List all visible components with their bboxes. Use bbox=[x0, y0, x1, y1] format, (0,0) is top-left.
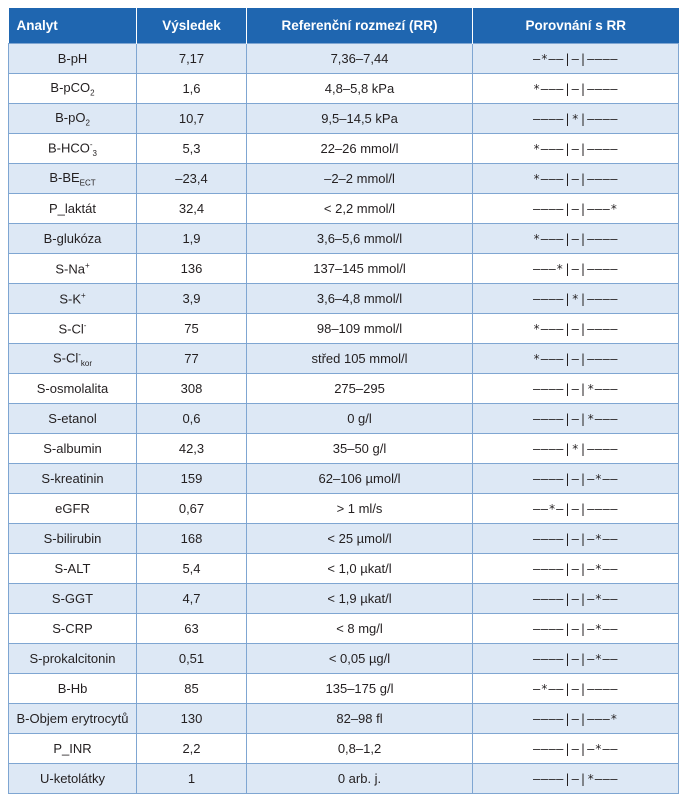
table-row bbox=[9, 644, 679, 674]
cell-compare: ––––|–|–*–– bbox=[473, 584, 679, 614]
analyte-name: B-pH bbox=[57, 51, 88, 66]
cell-analyte bbox=[9, 614, 137, 644]
cell-compare: ––––|*|–––– bbox=[473, 284, 679, 314]
cell-result: 308 bbox=[137, 374, 247, 404]
cell-range: 3,6–4,8 mmol/l bbox=[247, 284, 473, 314]
table-row bbox=[9, 254, 679, 284]
cell-result: 0,67 bbox=[137, 494, 247, 524]
analyte-name: B-Objem erytrocytů bbox=[16, 711, 129, 726]
table-row bbox=[9, 104, 679, 134]
table-row bbox=[9, 614, 679, 644]
cell-result: 159 bbox=[137, 464, 247, 494]
cell-analyte bbox=[9, 734, 137, 764]
header-analyt: Analyt bbox=[9, 8, 137, 44]
analyte-superscript: - bbox=[78, 349, 81, 359]
table-row bbox=[9, 44, 679, 74]
cell-compare: –––*|–|–––– bbox=[473, 254, 679, 284]
cell-compare: *–––|–|–––– bbox=[473, 314, 679, 344]
cell-range: 135–175 g/l bbox=[247, 674, 473, 704]
cell-analyte bbox=[9, 104, 137, 134]
analyte-name: S-GGT bbox=[51, 591, 94, 606]
analyte-subscript: ECT bbox=[79, 178, 96, 188]
header-row bbox=[9, 8, 679, 44]
table-row bbox=[9, 134, 679, 164]
analyte-name: S-osmolalita bbox=[36, 381, 109, 396]
cell-compare: *–––|–|–––– bbox=[473, 134, 679, 164]
cell-result: 75 bbox=[137, 314, 247, 344]
cell-compare: ––––|–|–*–– bbox=[473, 554, 679, 584]
analyte-name: P_laktát bbox=[49, 201, 96, 216]
analyte-name: S-bilirubin bbox=[43, 531, 102, 546]
cell-result: 63 bbox=[137, 614, 247, 644]
analyte-name: S-Cl bbox=[52, 349, 79, 365]
cell-analyte bbox=[9, 134, 137, 164]
cell-result: 7,17 bbox=[137, 44, 247, 74]
cell-range: < 1,9 µkat/l bbox=[247, 584, 473, 614]
cell-compare: ––––|–|–*–– bbox=[473, 464, 679, 494]
cell-analyte bbox=[9, 194, 137, 224]
cell-compare: ––––|–|*––– bbox=[473, 764, 679, 794]
table-row bbox=[9, 554, 679, 584]
cell-compare: –*––|–|–––– bbox=[473, 674, 679, 704]
analyte-name: eGFR bbox=[55, 501, 90, 516]
cell-result: 4,7 bbox=[137, 584, 247, 614]
cell-compare: ––––|–|–*–– bbox=[473, 614, 679, 644]
table-row bbox=[9, 74, 679, 104]
analyte-superscript: + bbox=[81, 290, 86, 300]
analyte-name: S-kreatinin bbox=[41, 471, 104, 486]
cell-analyte bbox=[9, 644, 137, 674]
cell-result: 0,6 bbox=[137, 404, 247, 434]
table-row bbox=[9, 194, 679, 224]
table-row bbox=[9, 524, 679, 554]
cell-analyte bbox=[9, 74, 137, 104]
cell-result: 77 bbox=[137, 344, 247, 374]
analyte-name: S-ALT bbox=[54, 561, 91, 576]
cell-result: 5,3 bbox=[137, 134, 247, 164]
cell-compare: ––––|–|–––* bbox=[473, 704, 679, 734]
cell-range: > 1 ml/s bbox=[247, 494, 473, 524]
cell-range: 137–145 mmol/l bbox=[247, 254, 473, 284]
cell-range: 98–109 mmol/l bbox=[247, 314, 473, 344]
cell-analyte bbox=[9, 704, 137, 734]
cell-range: 35–50 g/l bbox=[247, 434, 473, 464]
analyte-name: S-CRP bbox=[52, 621, 93, 636]
cell-compare: ––––|–|–*–– bbox=[473, 524, 679, 554]
table-row bbox=[9, 584, 679, 614]
table-row bbox=[9, 674, 679, 704]
table-row bbox=[9, 344, 679, 374]
analyte-name: S-K bbox=[59, 291, 81, 307]
analyte-superscript: - bbox=[83, 320, 87, 330]
cell-result: 1,6 bbox=[137, 74, 247, 104]
lab-results-table bbox=[8, 8, 679, 794]
analyte-superscript: - bbox=[89, 139, 93, 149]
table-row bbox=[9, 764, 679, 794]
cell-result: 10,7 bbox=[137, 104, 247, 134]
cell-analyte bbox=[9, 434, 137, 464]
analyte-name: B-HCO bbox=[47, 139, 90, 155]
header-referencni-rozmezi: Referenční rozmezí (RR) bbox=[247, 8, 473, 44]
cell-range: 0,8–1,2 bbox=[247, 734, 473, 764]
analyte-name: S-prokalcitonin bbox=[29, 651, 116, 666]
cell-compare: *–––|–|–––– bbox=[473, 224, 679, 254]
cell-range: 4,8–5,8 kPa bbox=[247, 74, 473, 104]
cell-compare: ––––|*|–––– bbox=[473, 434, 679, 464]
analyte-name: S-etanol bbox=[48, 411, 97, 426]
cell-compare: *–––|–|–––– bbox=[473, 164, 679, 194]
analyte-name: B-Hb bbox=[57, 681, 88, 696]
header-vysledek: Výsledek bbox=[137, 8, 247, 44]
cell-range: –2–2 mmol/l bbox=[247, 164, 473, 194]
analyte-subscript: kor bbox=[80, 358, 93, 368]
cell-range: 3,6–5,6 mmol/l bbox=[247, 224, 473, 254]
cell-result: 42,3 bbox=[137, 434, 247, 464]
cell-range: < 0,05 µg/l bbox=[247, 644, 473, 674]
cell-analyte bbox=[9, 44, 137, 74]
cell-compare: ––*–|–|–––– bbox=[473, 494, 679, 524]
table-row bbox=[9, 434, 679, 464]
cell-analyte bbox=[9, 224, 137, 254]
cell-compare: *–––|–|–––– bbox=[473, 74, 679, 104]
cell-result: 32,4 bbox=[137, 194, 247, 224]
analyte-name: B-pCO bbox=[50, 79, 91, 95]
cell-range: 0 g/l bbox=[247, 404, 473, 434]
analyte-superscript: + bbox=[84, 260, 90, 270]
cell-range: 62–106 µmol/l bbox=[247, 464, 473, 494]
table-row bbox=[9, 284, 679, 314]
cell-compare: –*––|–|–––– bbox=[473, 44, 679, 74]
header-porovnani: Porovnání s RR bbox=[473, 8, 679, 44]
analyte-name: U-ketolátky bbox=[39, 771, 106, 786]
cell-range: < 1,0 µkat/l bbox=[247, 554, 473, 584]
table-row bbox=[9, 464, 679, 494]
cell-analyte bbox=[9, 254, 137, 284]
table-row bbox=[9, 494, 679, 524]
cell-compare: ––––|–|*––– bbox=[473, 404, 679, 434]
analyte-subscript: 2 bbox=[90, 88, 95, 98]
cell-result: 3,9 bbox=[137, 284, 247, 314]
cell-analyte bbox=[9, 674, 137, 704]
cell-compare: ––––|–|–––* bbox=[473, 194, 679, 224]
analyte-subscript: 2 bbox=[85, 118, 90, 128]
cell-compare: ––––|*|–––– bbox=[473, 104, 679, 134]
analyte-name: S-Cl bbox=[58, 321, 84, 337]
cell-range: 275–295 bbox=[247, 374, 473, 404]
cell-result: 136 bbox=[137, 254, 247, 284]
cell-result: 130 bbox=[137, 704, 247, 734]
analyte-subscript: 3 bbox=[92, 148, 97, 158]
cell-range: 22–26 mmol/l bbox=[247, 134, 473, 164]
table-row bbox=[9, 704, 679, 734]
cell-compare: ––––|–|–*–– bbox=[473, 734, 679, 764]
cell-analyte bbox=[9, 524, 137, 554]
cell-analyte bbox=[9, 404, 137, 434]
analyte-name: S-Na bbox=[55, 261, 85, 277]
cell-result: 85 bbox=[137, 674, 247, 704]
cell-compare: ––––|–|*––– bbox=[473, 374, 679, 404]
cell-range: 0 arb. j. bbox=[247, 764, 473, 794]
table-row bbox=[9, 734, 679, 764]
cell-range: střed 105 mmol/l bbox=[247, 344, 473, 374]
cell-result: 0,51 bbox=[137, 644, 247, 674]
analyte-name: B-glukóza bbox=[43, 231, 102, 246]
analyte-name: B-BE bbox=[49, 169, 80, 185]
cell-analyte bbox=[9, 554, 137, 584]
analyte-name: P_INR bbox=[53, 741, 92, 756]
cell-compare: ––––|–|–*–– bbox=[473, 644, 679, 674]
cell-analyte bbox=[9, 764, 137, 794]
cell-compare: *–––|–|–––– bbox=[473, 344, 679, 374]
cell-analyte bbox=[9, 584, 137, 614]
cell-analyte bbox=[9, 314, 137, 344]
cell-range: < 2,2 mmol/l bbox=[247, 194, 473, 224]
cell-result: 1,9 bbox=[137, 224, 247, 254]
cell-analyte bbox=[9, 374, 137, 404]
cell-analyte bbox=[9, 344, 137, 374]
cell-result: 168 bbox=[137, 524, 247, 554]
cell-result: –23,4 bbox=[137, 164, 247, 194]
table-row bbox=[9, 164, 679, 194]
cell-result: 5,4 bbox=[137, 554, 247, 584]
analyte-name: S-albumin bbox=[43, 441, 102, 456]
table-row bbox=[9, 314, 679, 344]
table-row bbox=[9, 374, 679, 404]
analyte-name: B-pO bbox=[55, 109, 86, 125]
cell-analyte bbox=[9, 494, 137, 524]
table-row bbox=[9, 404, 679, 434]
cell-result: 2,2 bbox=[137, 734, 247, 764]
cell-analyte bbox=[9, 464, 137, 494]
cell-range: < 8 mg/l bbox=[247, 614, 473, 644]
cell-range: 82–98 fl bbox=[247, 704, 473, 734]
cell-analyte bbox=[9, 284, 137, 314]
cell-range: 7,36–7,44 bbox=[247, 44, 473, 74]
cell-result: 1 bbox=[137, 764, 247, 794]
table-row bbox=[9, 224, 679, 254]
cell-range: < 25 µmol/l bbox=[247, 524, 473, 554]
cell-range: 9,5–14,5 kPa bbox=[247, 104, 473, 134]
cell-analyte bbox=[9, 164, 137, 194]
